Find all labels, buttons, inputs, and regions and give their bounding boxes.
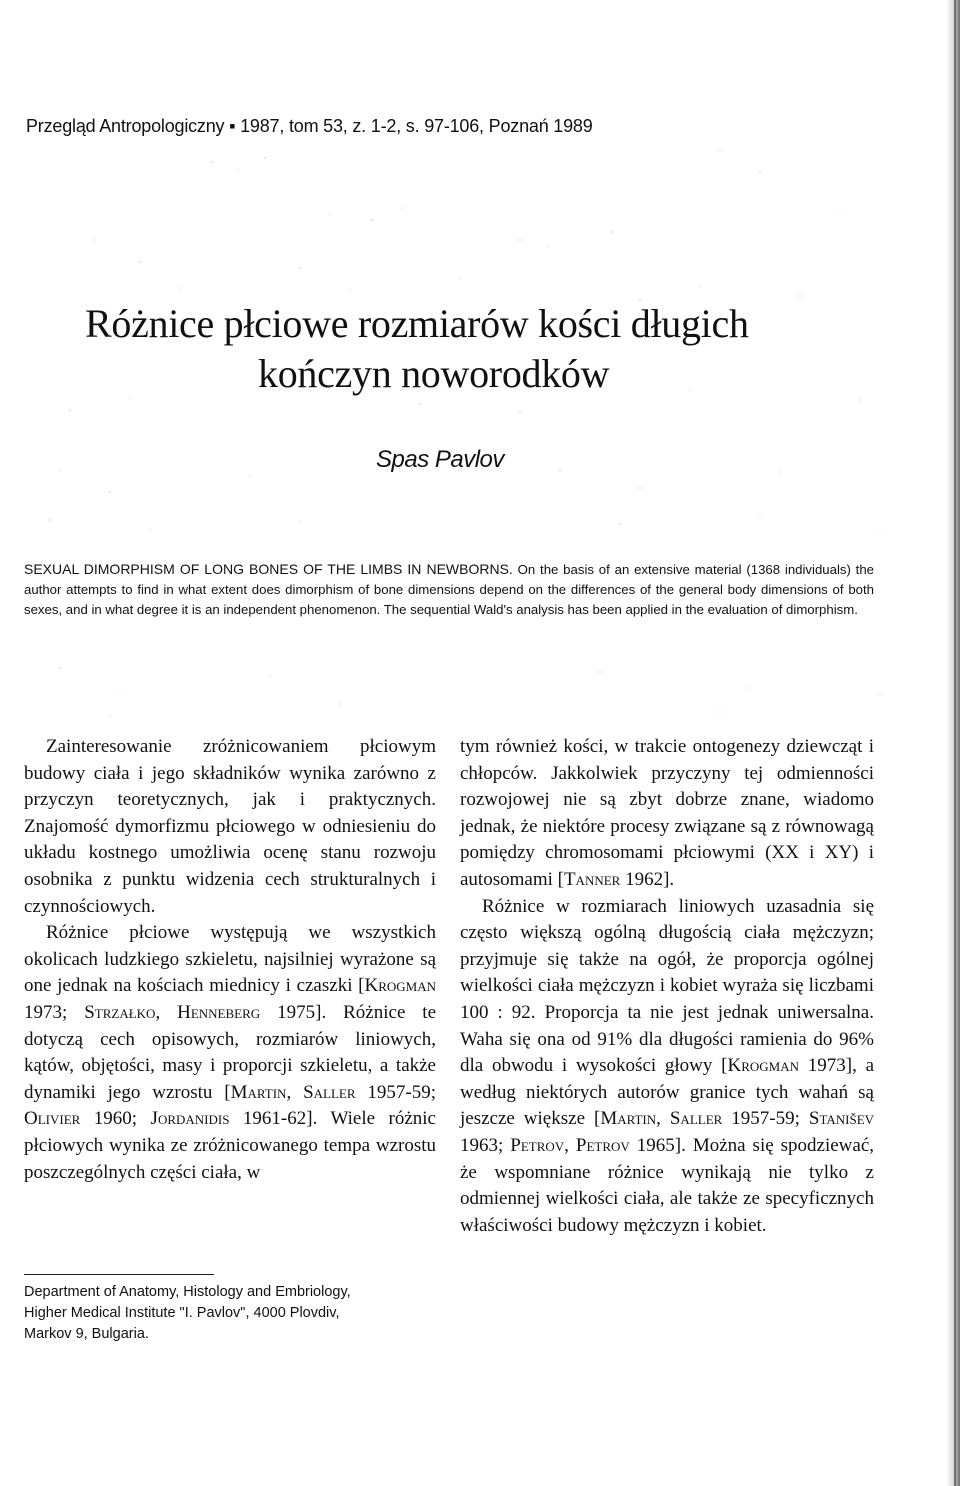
citation: Martin, Saller xyxy=(600,1108,723,1130)
body-text: 1957-59; xyxy=(355,1081,437,1103)
body-text: 1961-62]. Wiele różnic płciowych wynika ze zróżnicowanego tempa wzrostu poszczególnych części ciała, w xyxy=(24,1108,436,1183)
citation: Strzałko, Henneberg xyxy=(84,1001,261,1023)
body-text: 1965]. Można się spodziewać, że wspomniane różnice wynikają nie tylko z odmiennej wielkości ciała, ale także ze specyficznych właściwości budowy mężczyzn i kobiet. xyxy=(460,1134,875,1236)
body-text: 1960; xyxy=(80,1108,151,1130)
author-name: Spas Pavlov xyxy=(376,446,504,473)
body-paragraph xyxy=(460,894,874,1240)
body-paragraph xyxy=(460,734,874,894)
scan-page-edge xyxy=(946,0,960,1486)
citation: Stanišev xyxy=(808,1108,875,1130)
article-title-line1: Różnice płciowe rozmiarów kości długich xyxy=(85,301,749,346)
body-paragraph xyxy=(24,920,436,1186)
body-text: 1963; xyxy=(460,1134,511,1156)
citation: Tanner xyxy=(563,868,621,890)
article-title-line2: kończyn noworodków xyxy=(258,351,610,396)
citation: Olivier xyxy=(24,1108,81,1130)
body-column-right xyxy=(460,734,874,1239)
body-text: tym również kości, w trakcie ontogenezy dziewcząt i chłopców. Jakkolwiek przyczyny tej odmienności rozwojowej nie są zbyt dobrze znane, wiadomo jednak, że niektóre procesy związane są z równowagą pomiędzy chromosomami płciowymi (XX i XY) i autosomami [ xyxy=(460,736,874,890)
citation: Jordanidis xyxy=(150,1108,230,1130)
body-text: 1973; xyxy=(24,1001,85,1023)
citation: Krogman xyxy=(727,1055,799,1077)
body-paragraph: Zainteresowanie zróżnicowaniem płciowym budowy ciała i jego składników wynika zarówno z przyczyn teoretycznych, jak i praktycznych. Znajomość dymorfizmu płciowego w odniesieniu do układu kostnego umożliwia ocenę stanu rozwoju osobnika z punktu widzenia cech strukturalnych i czynnościowych. xyxy=(24,736,436,917)
body-text: 1957-59; xyxy=(722,1108,809,1130)
footnote-line: Higher Medical Institute "I. Pavlov", 4000 Plovdiv, xyxy=(24,1305,340,1321)
abstract-text: On the basis of an extensive material (1368 individuals) the author attempts to find in what extent does dimorphism of bone dimensions depend on the differences of the general body dimensions of both sexes, and in what degree it is an independent phenomenon. The sequential Wald's analysis has been applied in the evaluation of dimorphism. xyxy=(24,562,875,617)
body-column-left xyxy=(24,734,436,1186)
footnote-rule xyxy=(24,1274,214,1275)
abstract-title: SEXUAL DIMORPHISM OF LONG BONES OF THE LIMBS IN NEWBORNS. xyxy=(24,561,513,577)
citation: Martin, Saller xyxy=(230,1081,356,1103)
body-text: Różnice w rozmiarach liniowych uzasadnia się często większą ogólną długością ciała mężczyzn; przyjmuje się także na ogół, że proporcja ogólnej wielkości ciała mężczyzn i kobiet wyraża się liczbami 100 : 92. Proporcja ta nie jest jednak uniwersalna. Waha się ona od 91% dla długości ramienia do 96% dla obwodu i wysokości głowy [ xyxy=(460,895,874,1077)
citation: Krogman xyxy=(364,975,436,997)
footnote-line: Department of Anatomy, Histology and Embriology, xyxy=(24,1284,351,1300)
body-text: 1975]. Różnice te dotyczą cech opisowych, rozmiarów liniowych, kątów, objętości, masy i proporcji szkieletu, a także dynamiki jego wzrostu [ xyxy=(24,1001,437,1103)
scan-page-edge-line xyxy=(954,0,956,1486)
body-text: 1973], a według niektórych autorów granice tych wahań są jeszcze większe [ xyxy=(460,1055,874,1130)
citation: Petrov, Petrov xyxy=(510,1134,630,1156)
journal-header: Przegląd Antropologiczny ▪ 1987, tom 53, z. 1-2, s. 97-106, Poznań 1989 xyxy=(26,116,593,136)
body-text: 1962]. xyxy=(620,868,675,890)
author-affiliation-footnote xyxy=(24,1282,444,1345)
abstract xyxy=(24,559,874,620)
footnote-line: Markov 9, Bulgaria. xyxy=(24,1326,149,1342)
body-text: Różnice płciowe występują we wszystkich okolicach ludzkiego szkieletu, najsilniej wyrażone są one jednak na kościach miednicy i czaszki [ xyxy=(24,922,436,997)
